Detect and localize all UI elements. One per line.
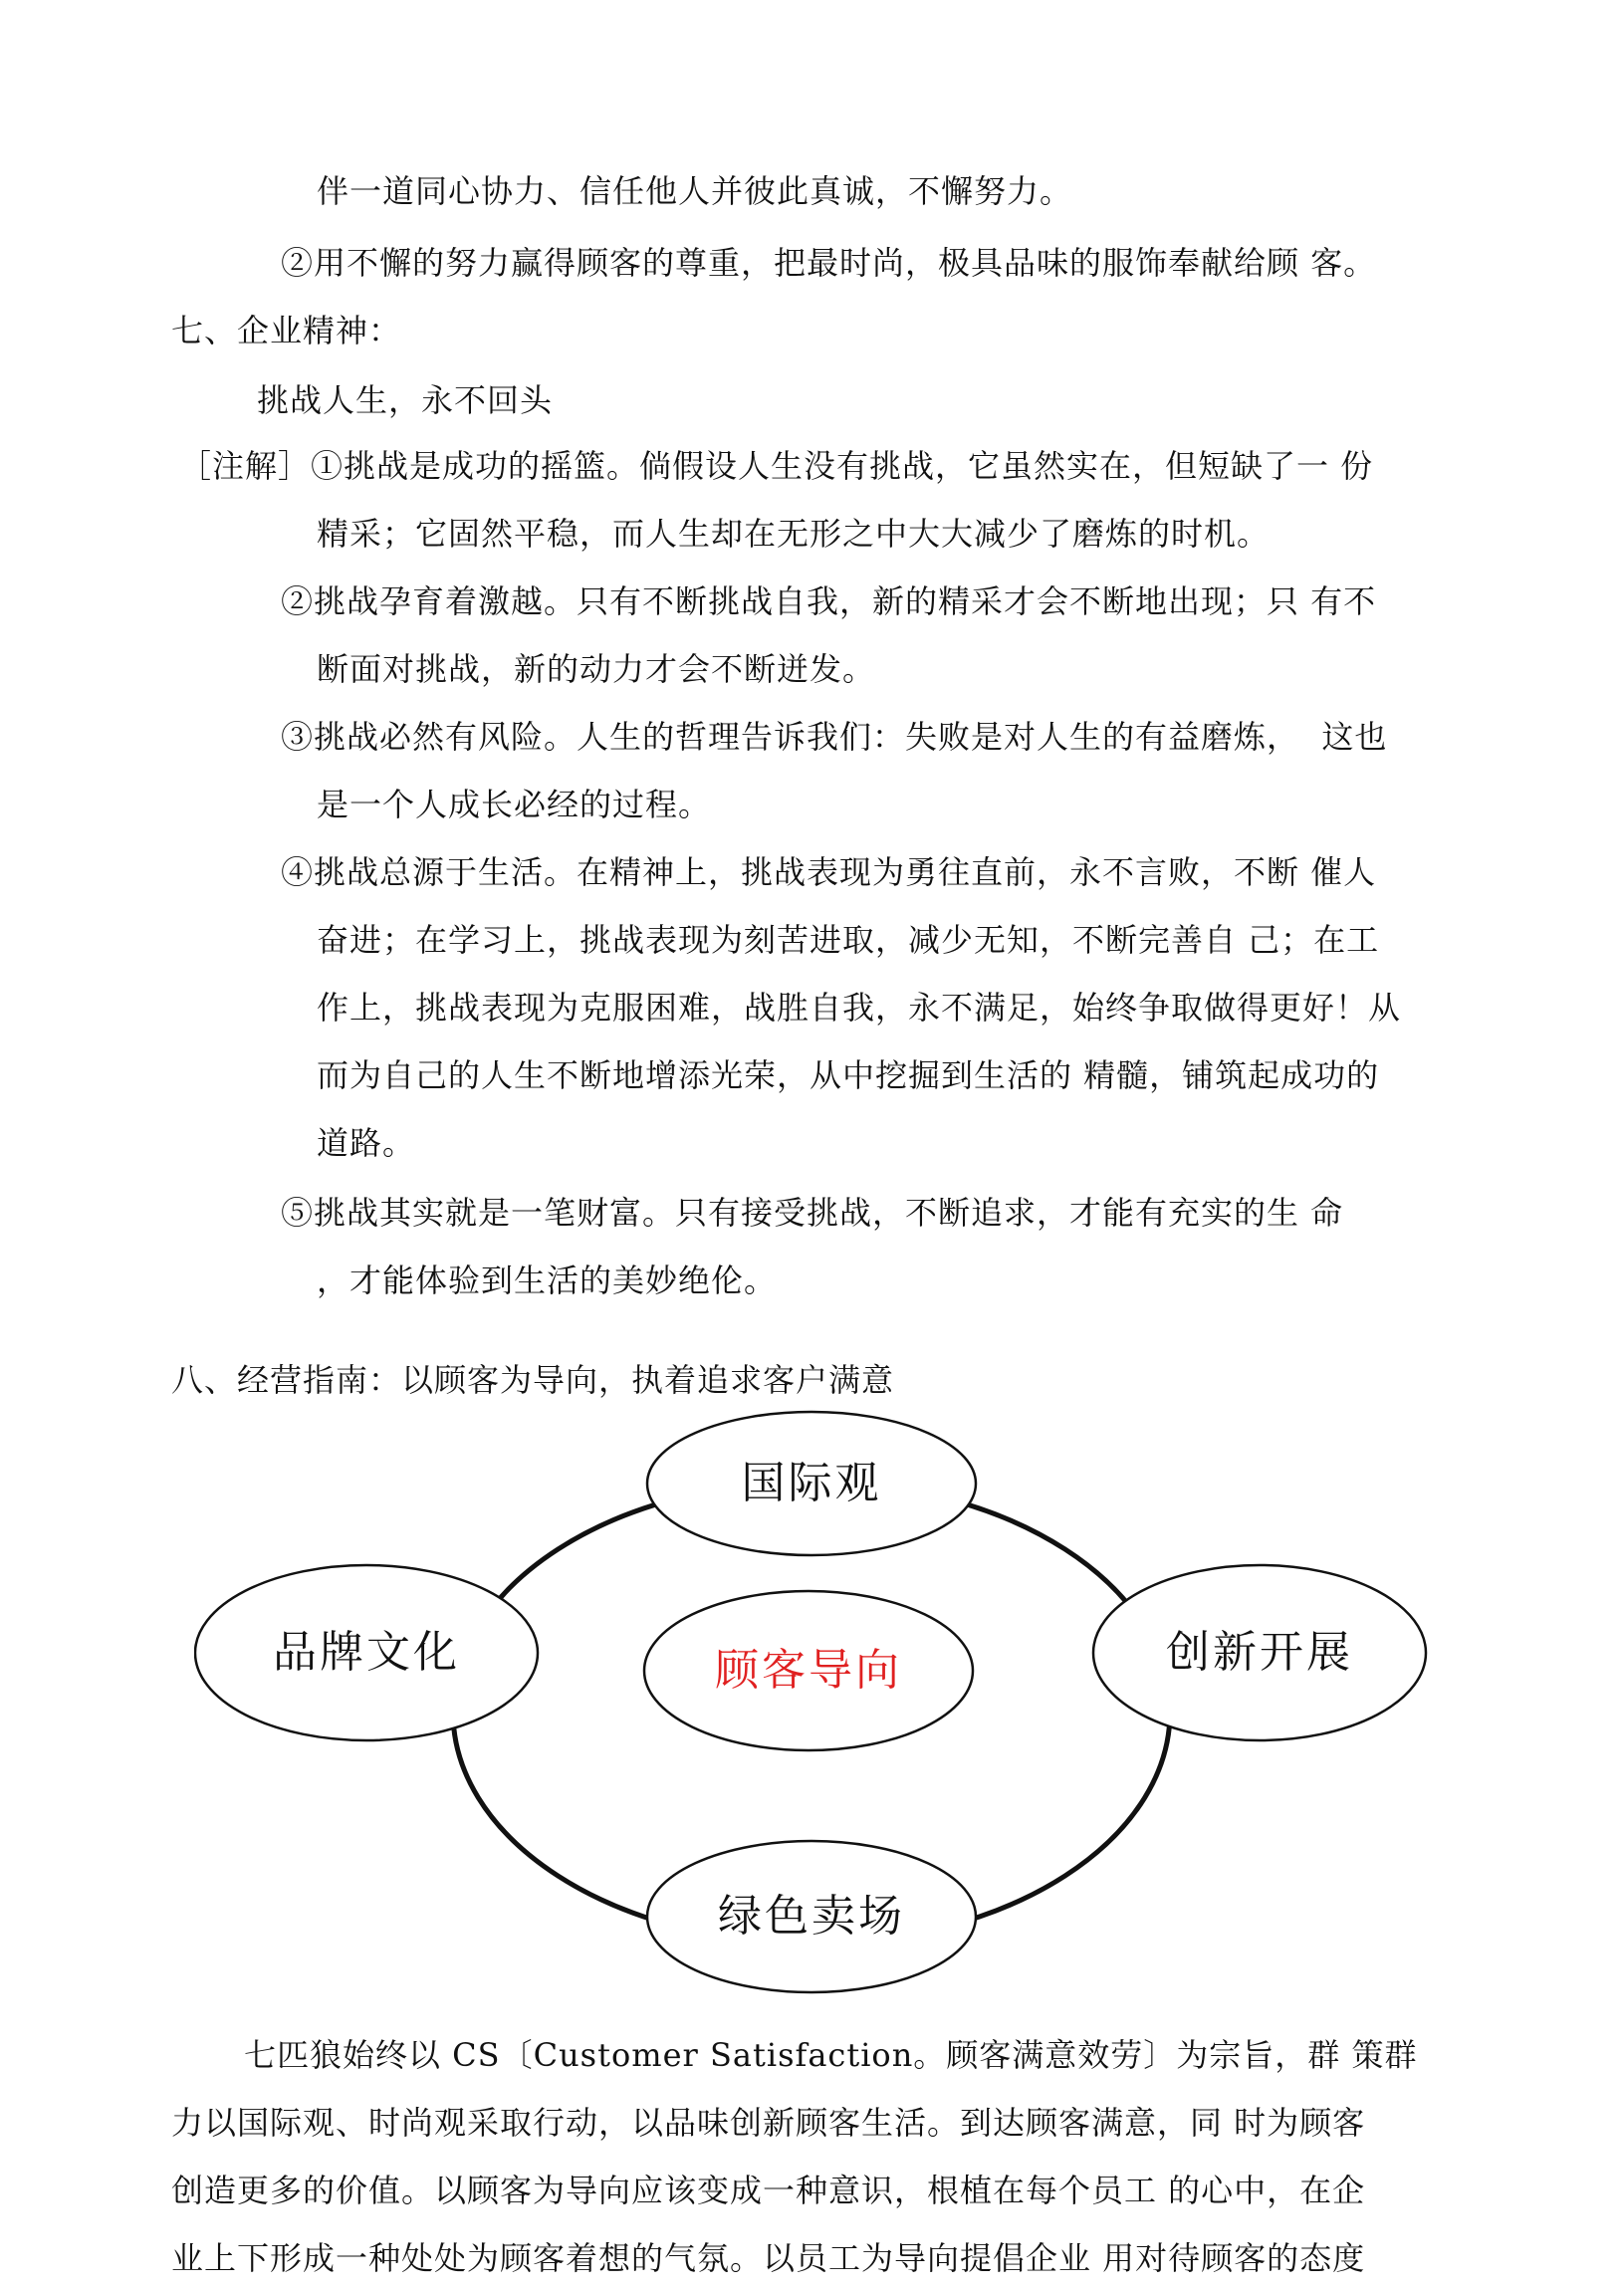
text-line: ③挑战必然有风险。人生的哲理告诉我们：失败是对人生的有益磨炼， 这也	[281, 718, 1388, 756]
bottom-node-label: 绿色卖场	[718, 1891, 905, 1942]
text-line: 而为自己的人生不断地增添光荣，从中挖掘到生活的 精髓，铺筑起成功的	[317, 1056, 1380, 1094]
text-line: ②挑战孕育着激越。只有不断挑战自我，新的精采才会不断地出现；只 有不	[281, 582, 1377, 620]
text-line: 创造更多的价值。以顾客为导向应该变成一种意识，根植在每个员工 的心中，在企	[171, 2172, 1366, 2209]
text-line: ④挑战总源于生活。在精神上，挑战表现为勇往直前，永不言败，不断 催人	[281, 853, 1377, 891]
text-line: 断面对挑战，新的动力才会不断迸发。	[317, 650, 876, 688]
text-line: 作上，挑战表现为克服困难，战胜自我，永不满足，始终争取做得更好！从	[317, 989, 1402, 1027]
text-line: 是一个人成长必经的过程。	[317, 786, 712, 823]
text-line: 挑战人生，永不回头	[257, 381, 554, 419]
text-line: 奋进；在学习上，挑战表现为刻苦进取，减少无知，不断完善自 己；在工	[317, 921, 1380, 959]
section-heading-7: 七、企业精神：	[171, 312, 402, 349]
section-heading-8: 八、经营指南：以顾客为导向，执着追求客户满意	[171, 1361, 895, 1399]
text-line: 伴一道同心协力、信任他人并彼此真诚，不懈努力。	[317, 172, 1073, 210]
text-line: ②用不懈的努力赢得顾客的尊重，把最时尚，极具品味的服饰奉献给顾 客。	[281, 244, 1377, 282]
text-line: ，才能体验到生活的美妙绝伦。	[317, 1262, 778, 1299]
top-node-label: 国际观	[741, 1458, 882, 1508]
center-node-label: 顾客导向	[715, 1645, 902, 1696]
text-line: ［注解］①挑战是成功的摇篮。倘假设人生没有挑战，它虽然实在，但短缺了一 份	[179, 447, 1374, 485]
text-line: 力以国际观、时尚观采取行动，以品味创新顾客生活。到达顾客满意，同 时为顾客	[171, 2104, 1366, 2142]
left-node-label: 品牌文化	[273, 1627, 460, 1678]
text-line: 精采；它固然平稳，而人生却在无形之中大大减少了磨炼的时机。	[317, 515, 1271, 553]
right-node-label: 创新开展	[1166, 1627, 1353, 1678]
text-line: 七匹狼始终以 CS〔Customer Satisfaction。顾客满意效劳〕为宗旨，群 策群	[244, 2036, 1418, 2074]
text-line: 业上下形成一种处处为顾客着想的气氛。以员工为导向提倡企业 用对待顾客的态度	[171, 2239, 1366, 2277]
text-line: ⑤挑战其实就是一笔财富。只有接受挑战，不断追求，才能有充实的生 命	[281, 1194, 1344, 1232]
customer-orientation-diagram	[194, 1409, 1434, 2006]
text-line: 道路。	[317, 1124, 416, 1162]
